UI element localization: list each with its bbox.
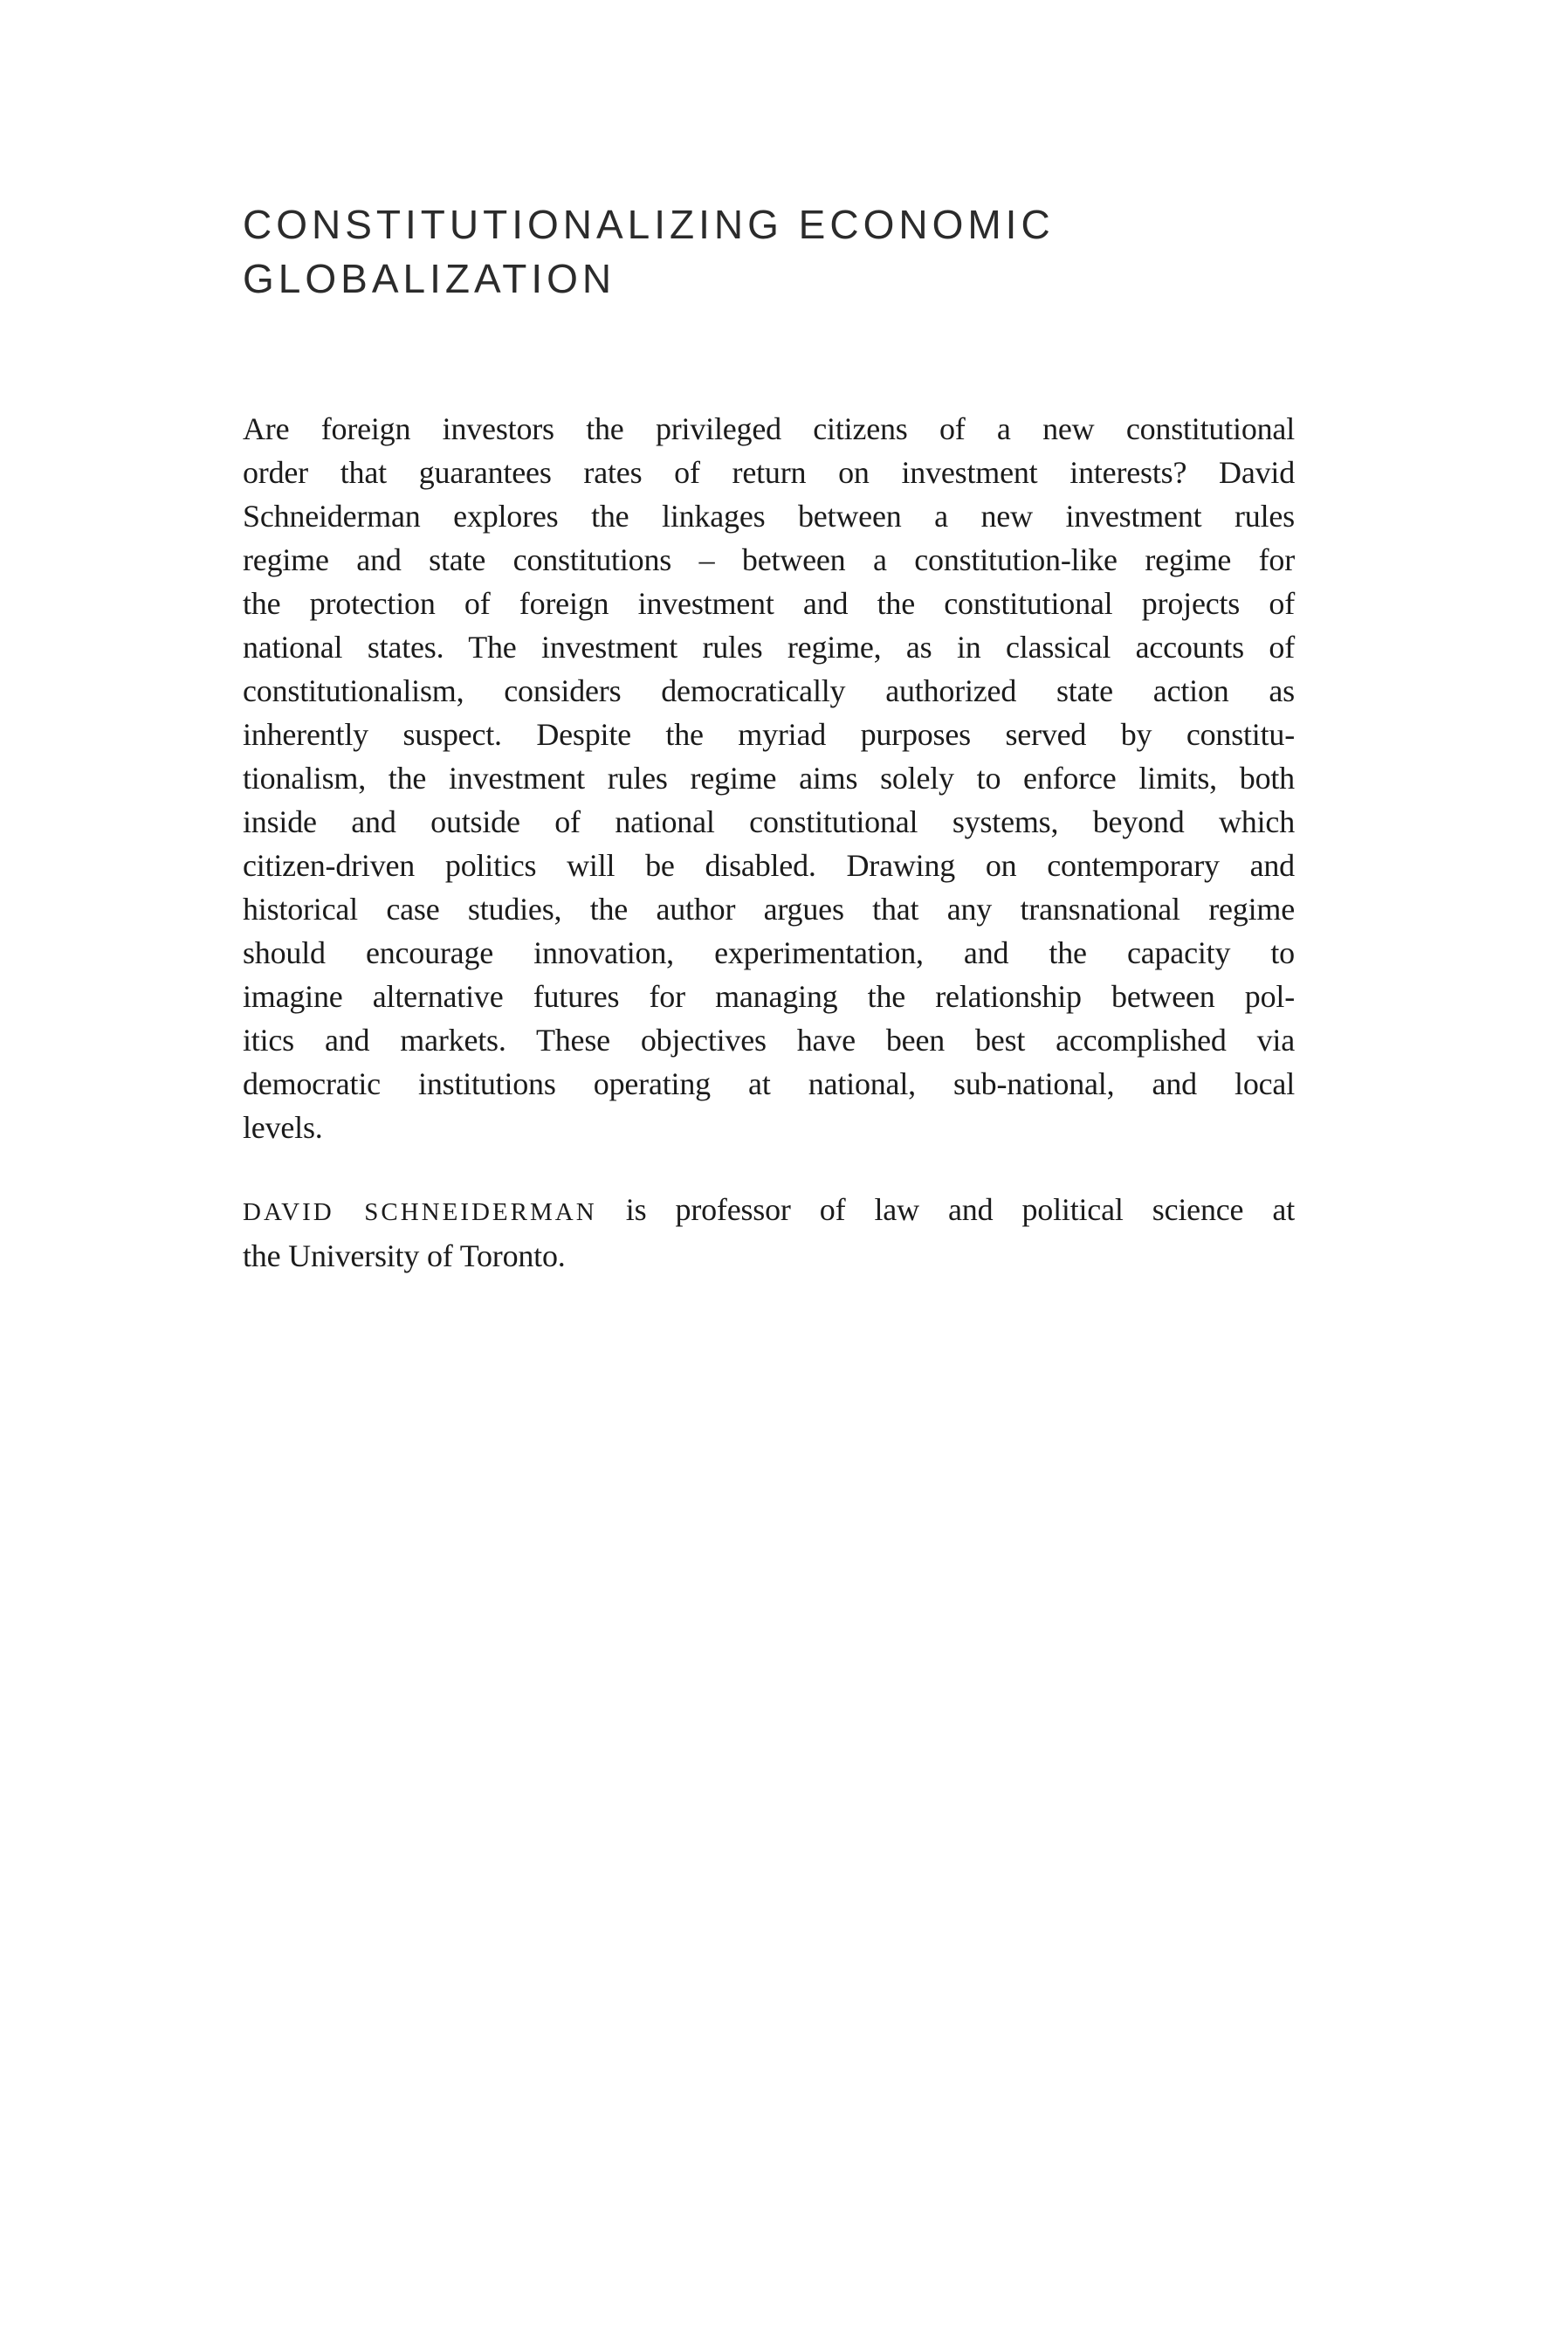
description-text-line: inside and outside of national constitutional systems, beyond which xyxy=(243,804,1295,839)
description-text-line: national states. The investment rules regime, as in classical accounts of xyxy=(243,630,1295,665)
author-name: DAVID SCHNEIDERMAN xyxy=(243,1198,597,1226)
description-text-line: itics and markets. These objectives have been best accomplished via xyxy=(243,1023,1295,1058)
description-text-line: the protection of foreign investment and the constitutional projects of xyxy=(243,586,1295,621)
description-text-line: should encourage innovation, experimentation, and the capacity to xyxy=(243,935,1295,970)
description-text-line: regime and state constitutions – between a constitution-like regime for xyxy=(243,542,1295,577)
author-bio-line-1 xyxy=(243,1188,1295,1234)
description-text-line: Schneiderman explores the linkages between a new investment rules xyxy=(243,499,1295,534)
description-text-line: historical case studies, the author argues that any transnational regime xyxy=(243,892,1295,927)
book-title-line-2: GLOBALIZATION xyxy=(243,256,616,301)
book-title xyxy=(243,197,1295,306)
book-description xyxy=(243,407,1295,1149)
description-text-line: citizen-driven politics will be disabled. Drawing on contemporary and xyxy=(243,848,1295,883)
description-text-line: inherently suspect. Despite the myriad purposes served by constitu- xyxy=(243,717,1295,752)
description-text-line: Are foreign investors the privileged citizens of a new constitutional xyxy=(243,411,1295,446)
description-text-line: order that guarantees rates of return on investment interests? David xyxy=(243,455,1295,490)
book-title-line-1: CONSTITUTIONALIZING ECONOMIC xyxy=(243,202,1055,247)
description-text-line: imagine alternative futures for managing the relationship between pol- xyxy=(243,979,1295,1014)
author-bio xyxy=(243,1188,1295,1278)
author-bio-rest: is professor of law and political science at xyxy=(596,1192,1296,1227)
description-text-line: democratic institutions operating at national, sub-national, and local xyxy=(243,1066,1295,1101)
description-text-line: constitutionalism, considers democratically authorized state action as xyxy=(243,673,1295,708)
description-text-line: tionalism, the investment rules regime aims solely to enforce limits, both xyxy=(243,761,1295,796)
description-text-line: levels. xyxy=(243,1110,323,1145)
page-content xyxy=(243,0,1295,1278)
author-bio-line-2: the University of Toronto. xyxy=(243,1238,566,1273)
